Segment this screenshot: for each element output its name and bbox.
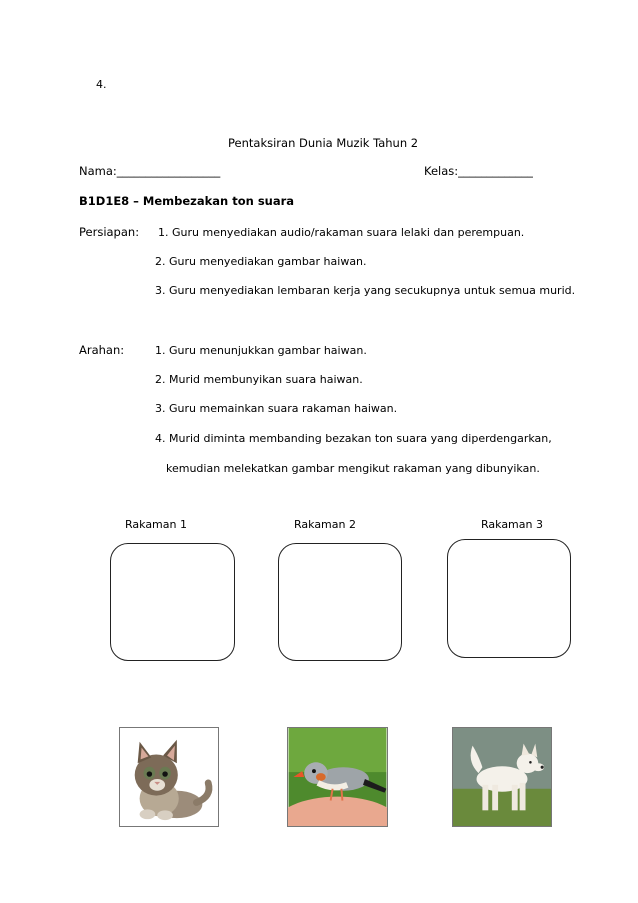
cat-icon[interactable] [119, 727, 219, 827]
rakaman-2-drop-box[interactable] [278, 543, 402, 661]
arahan-item-1: 1. Guru menunjukkan gambar haiwan. [155, 344, 367, 357]
bird-icon[interactable] [287, 727, 388, 827]
dog-icon[interactable] [452, 727, 552, 827]
rakaman-3-drop-box[interactable] [447, 539, 571, 658]
page-title: Pentaksiran Dunia Muzik Tahun 2 [228, 136, 419, 150]
rakaman-1-label: Rakaman 1 [125, 518, 187, 531]
section-title: B1D1E8 – Membezakan ton suara [79, 194, 295, 208]
nama-field: Nama:__________________ [79, 164, 221, 178]
persiapan-item-1: 1. Guru menyediakan audio/rakaman suara lelaki dan perempuan. [158, 226, 525, 239]
arahan-item-2: 2. Murid membunyikan suara haiwan. [155, 373, 363, 386]
arahan-label: Arahan: [79, 343, 125, 357]
arahan-item-4: 4. Murid diminta membanding bezakan ton suara yang diperdengarkan, [155, 432, 552, 445]
arahan-item-4-cont: kemudian melekatkan gambar mengikut rakaman yang dibunyikan. [166, 462, 540, 475]
rakaman-2-label: Rakaman 2 [294, 518, 356, 531]
persiapan-label: Persiapan: [79, 225, 140, 239]
rakaman-1-drop-box[interactable] [110, 543, 235, 661]
page-number: 4. [96, 78, 107, 91]
persiapan-item-3: 3. Guru menyediakan lembaran kerja yang secukupnya untuk semua murid. [155, 284, 576, 297]
kelas-field: Kelas:_____________ [424, 164, 533, 178]
arahan-item-3: 3. Guru memainkan suara rakaman haiwan. [155, 402, 398, 415]
persiapan-item-2: 2. Guru menyediakan gambar haiwan. [155, 255, 367, 268]
rakaman-3-label: Rakaman 3 [481, 518, 543, 531]
